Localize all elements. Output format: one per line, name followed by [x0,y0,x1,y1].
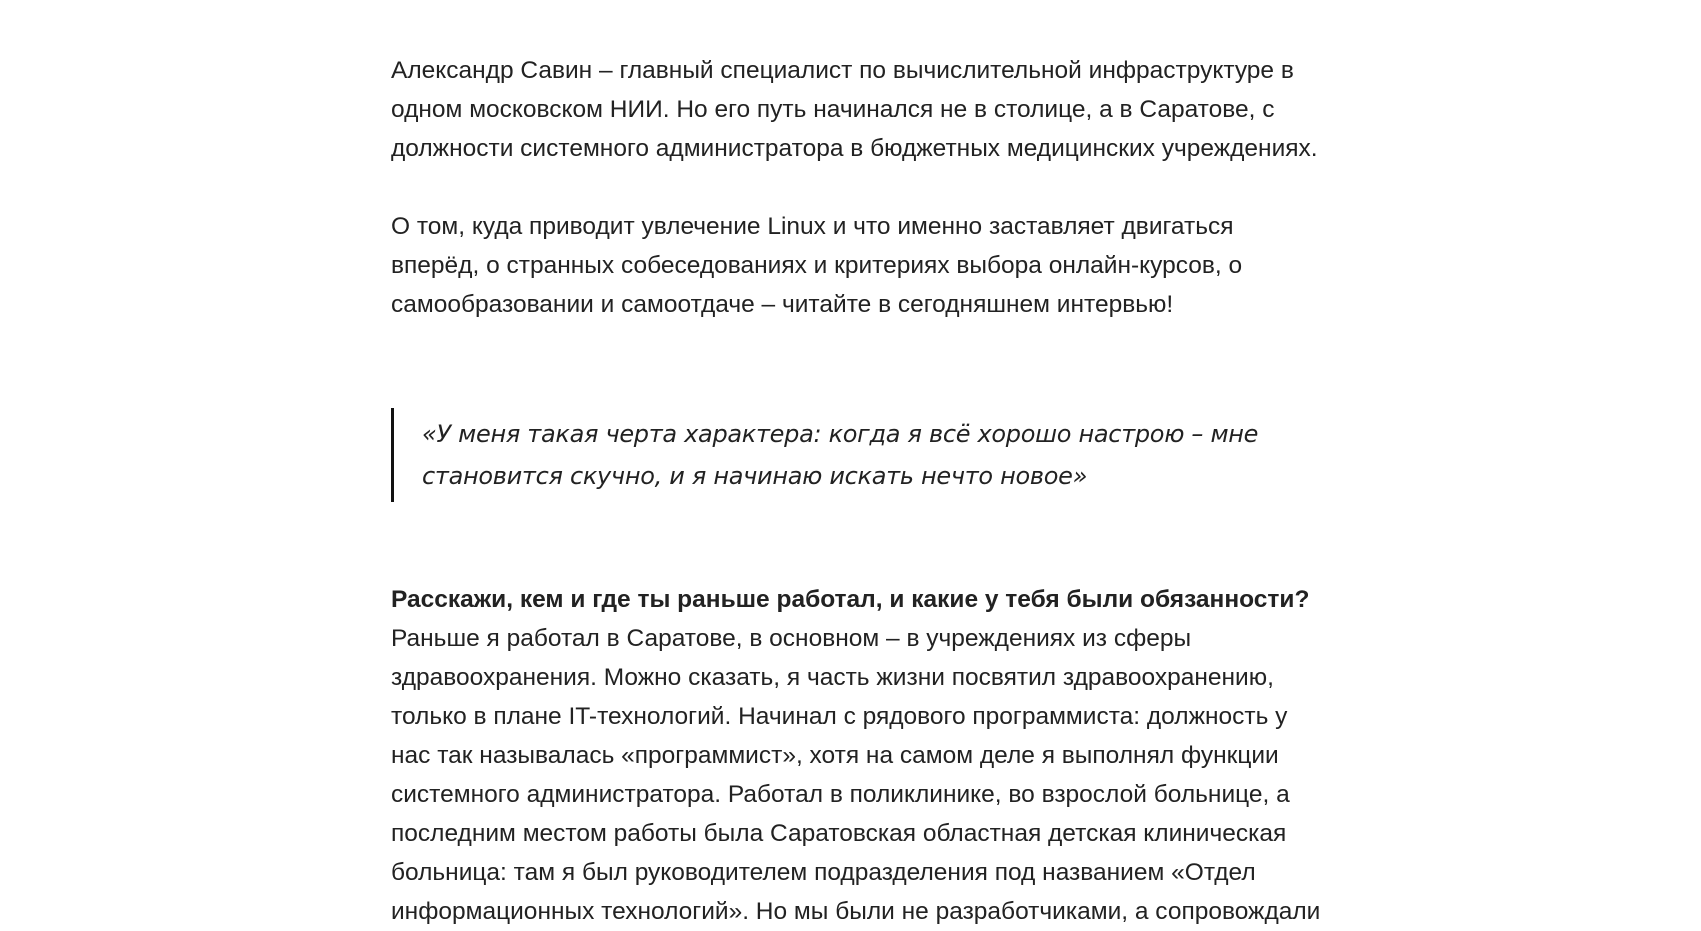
interview-answer: Раньше я работал в Саратове, в основном – в учреждениях из сферы здравоохранения. Можно сказать, я часть жизни посвятил здравоохранению, только в плане IT-технологий. Начинал с рядового программиста: должность у нас так называлась «программист», хотя на самом деле я выполнял функции системного администратора. Работал в поликлинике, во взрослой больнице, а последним местом работы была Саратовская областная детская клиническая больница: там я был руководителем подразделения под названием «Отдел информационных технологий». Но мы были не разработчиками, а сопровождали [391,625,1321,925]
intro-paragraph-1: Александр Савин – главный специалист по вычислительной инфраструктуре в одном московском НИИ. Но его путь начинался не в столице, а в Саратове, с должности системного администратора в бюджетных медицинских учреждениях. [391,57,1318,162]
intro-paragraph-2: О том, куда приводит увлечение Linux и что именно заставляет двигаться вперёд, о странных собеседованиях и критериях выбора онлайн-курсов, о самообразовании и самоотдаче – читайте в сегодняшнем интервью! [391,213,1243,318]
pull-quote: «У меня такая черта характера: когда я всё хорошо настрою – мне становится скучно, и я начинаю искать нечто новое» [391,408,1351,502]
article-body [391,51,1351,931]
interview-question: Расскажи, кем и где ты раньше работал, и какие у тебя были обязанности? [391,586,1310,613]
